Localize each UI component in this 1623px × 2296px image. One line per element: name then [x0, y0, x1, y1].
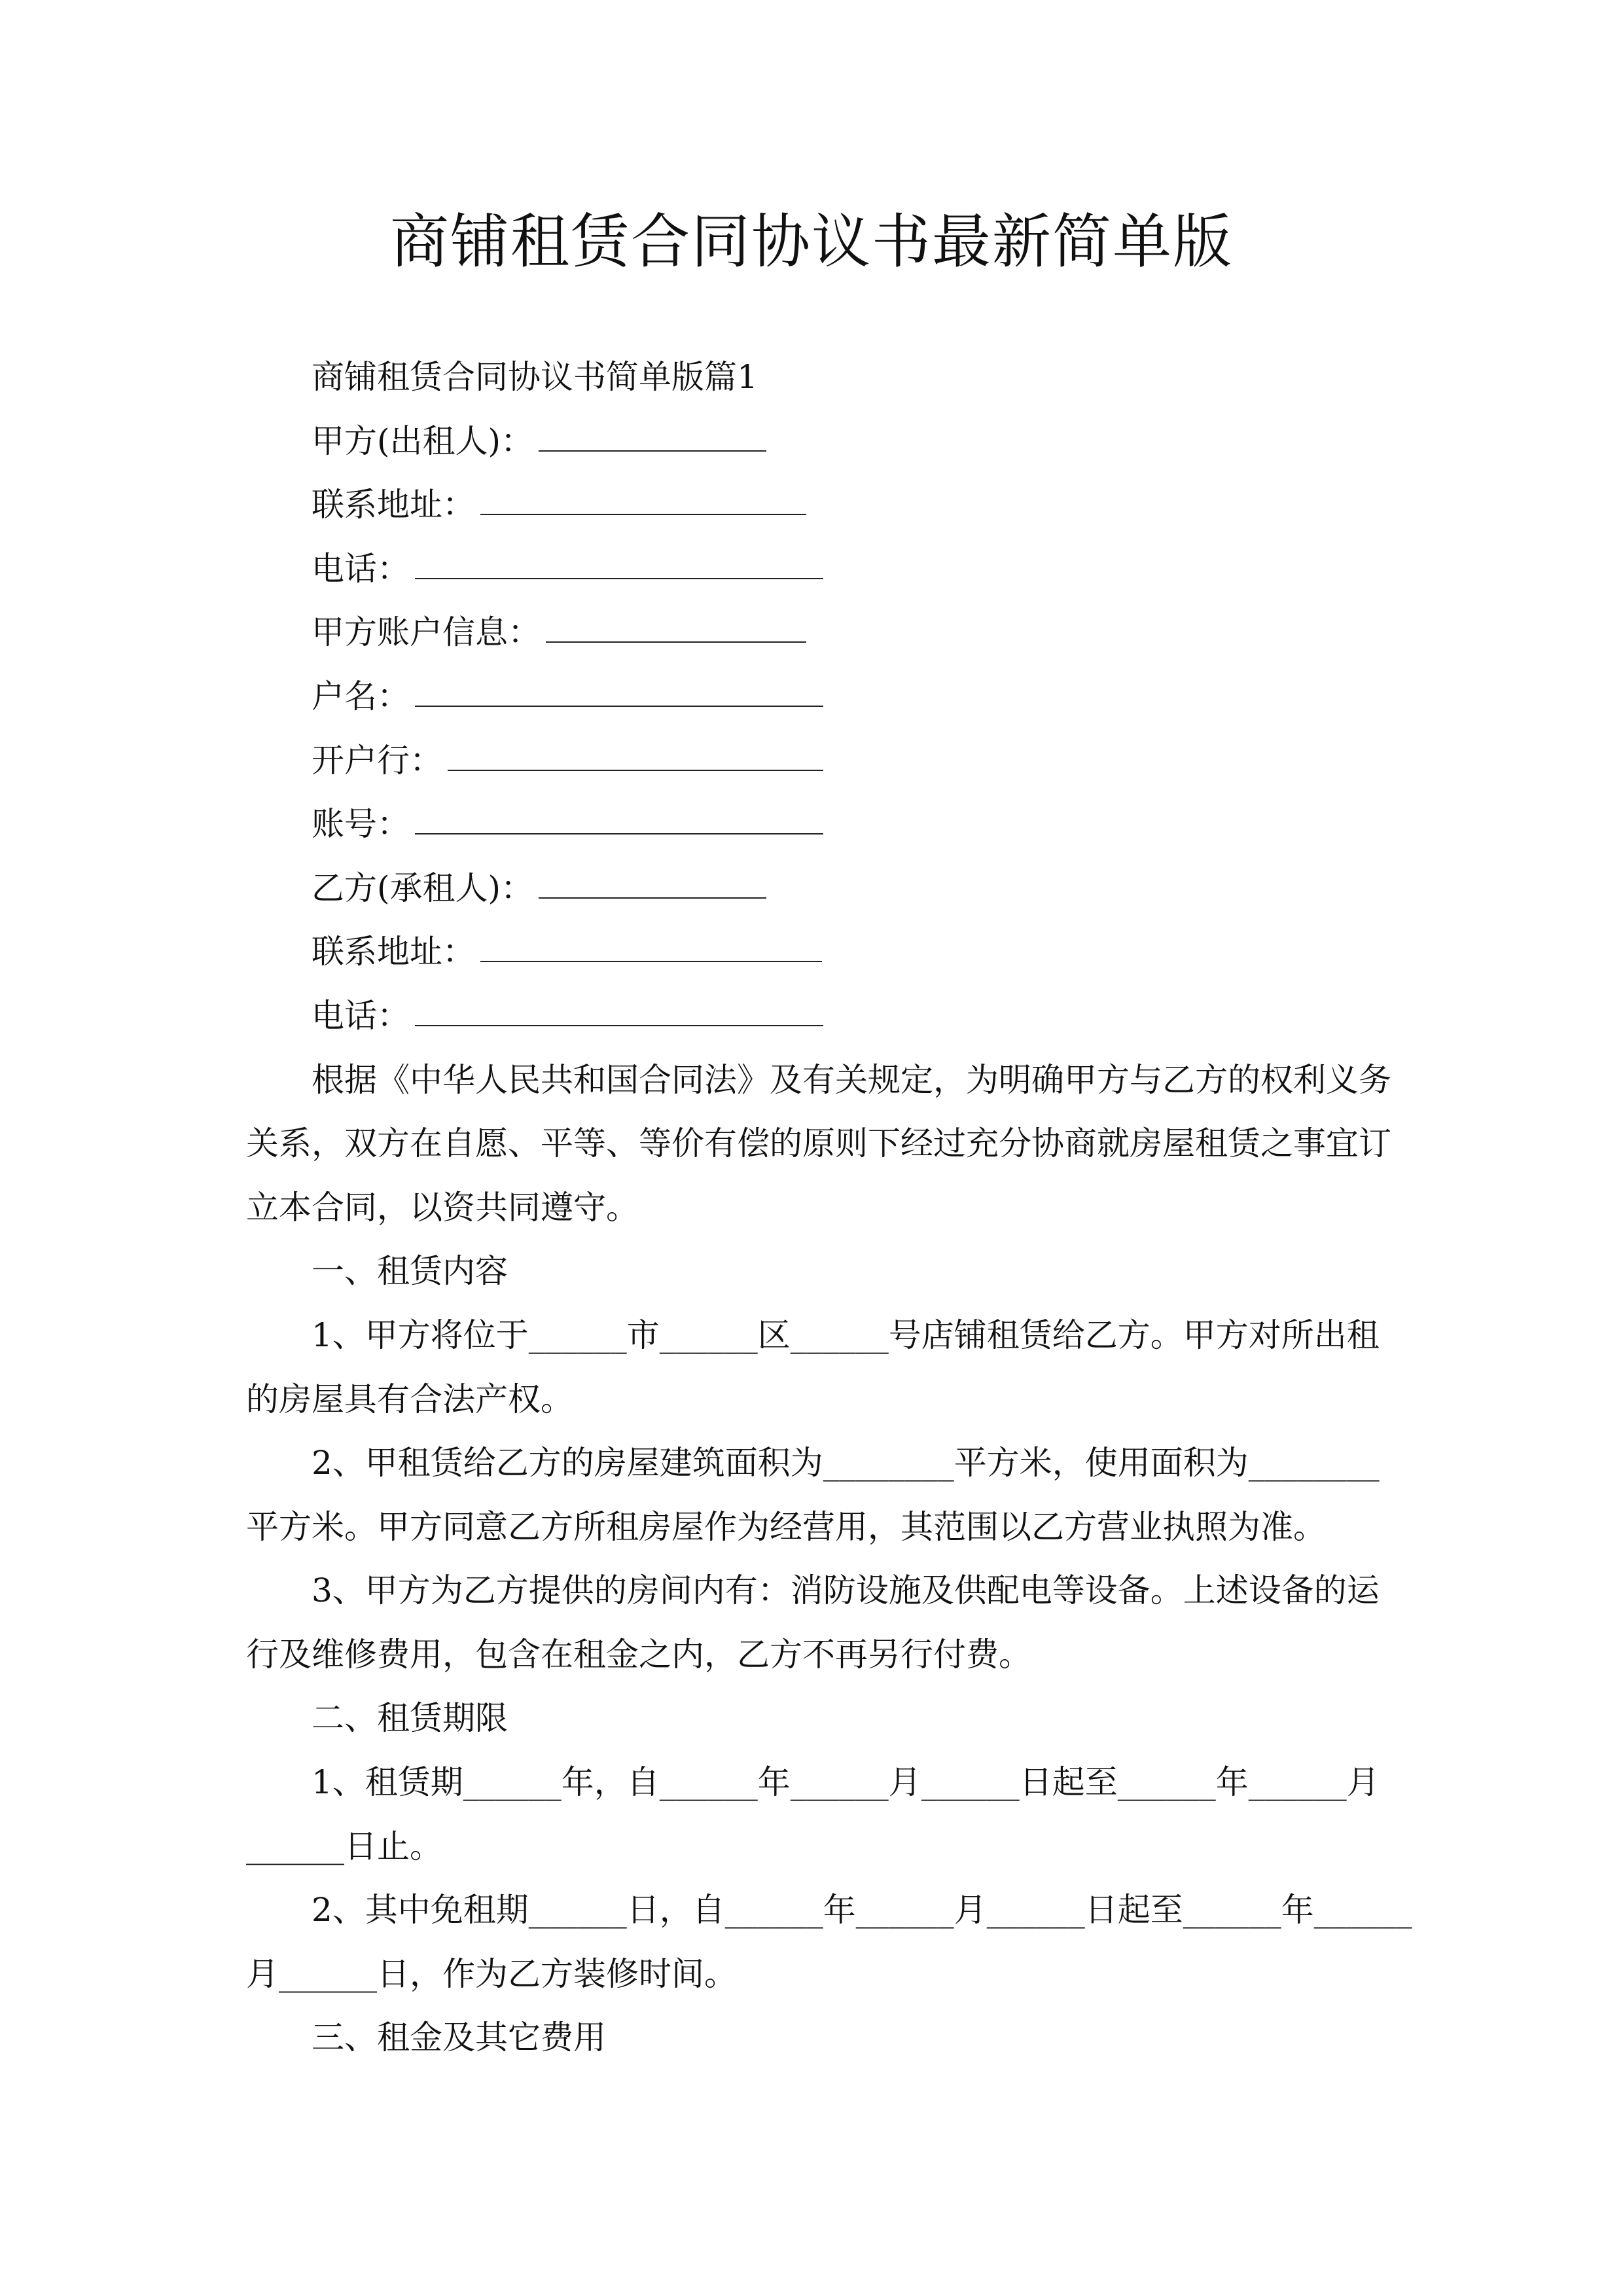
field-label: 户名： — [312, 677, 410, 715]
form-field-lessee — [246, 857, 1377, 921]
field-label: 甲方(出租人)： — [312, 422, 534, 460]
form-field-account-number — [246, 793, 1377, 857]
field-label: 电话： — [312, 996, 410, 1035]
blank-line[interactable] — [480, 920, 822, 962]
section-heading: 一、租赁内容 — [312, 1252, 508, 1291]
paragraph-line: 根据《中华人民共和国合同法》及有关规定，为明确甲方与乙方的权利义务 — [312, 1060, 1391, 1099]
form-field-bank — [246, 729, 1377, 793]
paragraph-line: 的房屋具有合法产权。 — [246, 1380, 573, 1418]
paragraph-line: 2、甲租赁给乙方的房屋建筑面积为________平方米，使用面积为________ — [312, 1444, 1380, 1482]
paragraph-line: 1、甲方将位于______市______区______号店铺租赁给乙方。甲方对所出租 — [312, 1316, 1380, 1354]
section-subtitle: 商铺租赁合同协议书简单版篇1 — [312, 358, 758, 396]
blank-line[interactable] — [546, 601, 806, 643]
field-label: 联系地址： — [312, 486, 475, 524]
blank-line[interactable] — [539, 410, 766, 452]
field-label: 联系地址： — [312, 933, 475, 971]
document-title: 商铺租赁合同协议书最新简单版 — [390, 207, 1233, 276]
blank-line[interactable] — [415, 537, 823, 579]
field-label: 甲方账户信息： — [312, 613, 541, 652]
paragraph-line: 1、租赁期______年，自______年______月______日起至______年______月 — [312, 1763, 1380, 1802]
field-label: 乙方(承租人)： — [312, 869, 534, 907]
paragraph-line: 月______日，作为乙方装修时间。 — [246, 1954, 737, 1993]
form-field-account-info — [246, 601, 1377, 665]
blank-line[interactable] — [480, 473, 806, 515]
paragraph-line: 2、其中免租期______日，自______年______月______日起至______年______ — [312, 1891, 1412, 1929]
form-field-lessee-address — [246, 920, 1377, 984]
field-label: 开户行： — [312, 741, 442, 780]
blank-line[interactable] — [415, 984, 823, 1026]
form-field-lessee-phone — [246, 984, 1377, 1049]
blank-line[interactable] — [415, 793, 823, 834]
blank-line[interactable] — [448, 729, 823, 771]
field-label: 电话： — [312, 549, 410, 588]
paragraph-line: 3、甲方为乙方提供的房间内有：消防设施及供配电等设备。上述设备的运 — [312, 1571, 1380, 1610]
blank-line[interactable] — [539, 857, 766, 899]
form-field-lessor-address — [246, 473, 1377, 537]
blank-line[interactable] — [415, 665, 823, 707]
form-field-account-name — [246, 665, 1377, 729]
paragraph-line: 关系，双方在自愿、平等、等价有偿的原则下经过充分协商就房屋租赁之事宜订 — [246, 1124, 1391, 1163]
paragraph-line: 立本合同，以资共同遵守。 — [246, 1188, 639, 1227]
section-heading: 二、租赁期限 — [312, 1699, 508, 1738]
form-field-lessor — [246, 410, 1377, 474]
section-heading: 三、租金及其它费用 — [312, 2018, 606, 2057]
paragraph-line: 平方米。甲方同意乙方所租房屋作为经营用，其范围以乙方营业执照为准。 — [246, 1507, 1326, 1546]
paragraph-line: 行及维修费用，包含在租金之内，乙方不再另行付费。 — [246, 1635, 1031, 1674]
field-label: 账号： — [312, 805, 410, 844]
paragraph-line: ______日止。 — [246, 1827, 442, 1865]
document-body — [246, 346, 1412, 2070]
form-field-lessor-phone — [246, 537, 1377, 601]
